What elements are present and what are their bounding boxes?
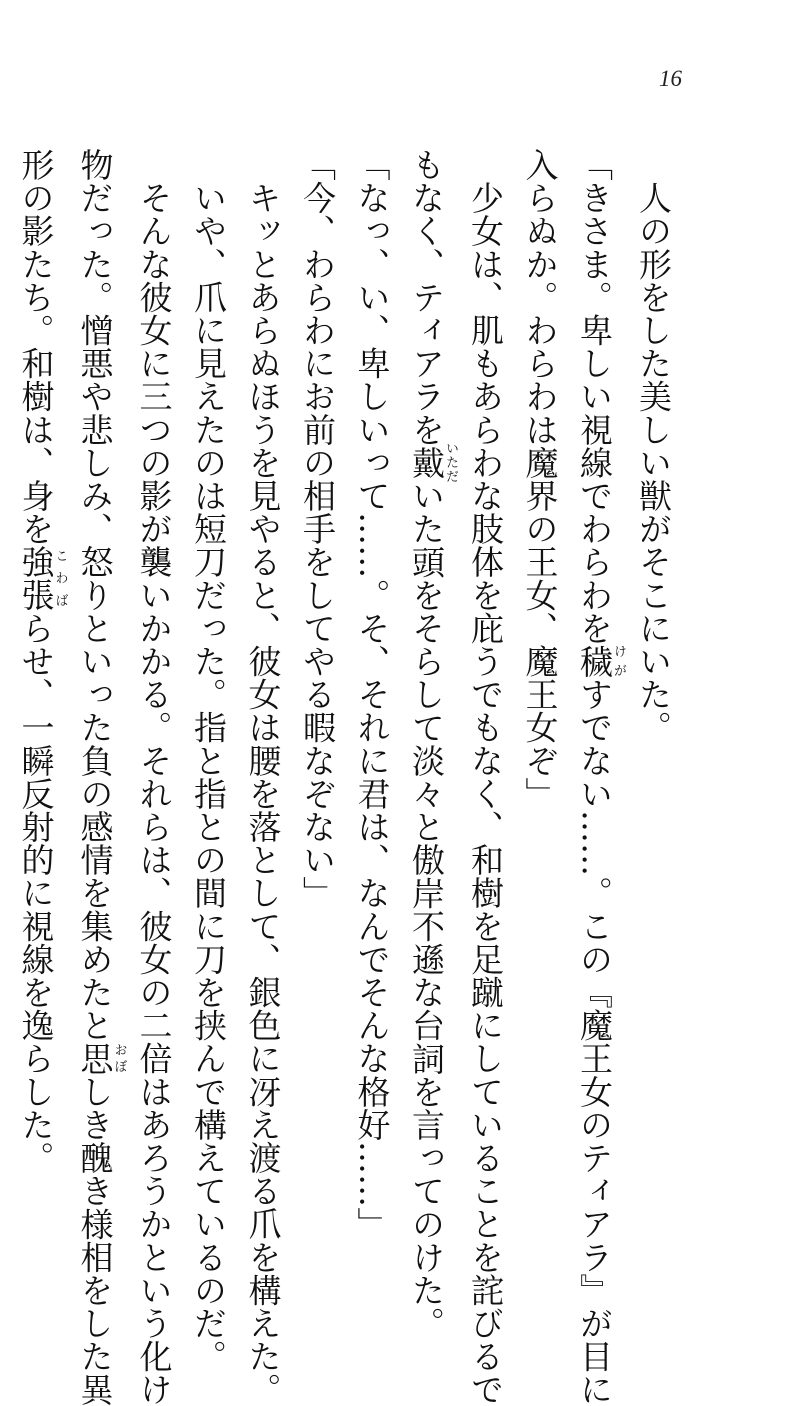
ruby-annotation: 戴いただ <box>407 441 458 484</box>
text-line: もなく、ティアラを戴いただいた頭をそらして淡々と傲岸不遜な台詞を言ってのけた。 <box>407 148 458 1340</box>
ruby-annotation: 強張こわば <box>16 545 68 612</box>
page-number: 16 <box>659 66 682 91</box>
text-line: 「なっ、い、卑しいって……。そ、それに君は、なんでそんな格好……」 <box>352 148 392 1241</box>
ruby-annotation: 穢け が <box>575 644 626 678</box>
text-line: キッとあらぬほうを見やると、彼女は腰を落として、銀色に冴え渡る爪を構えた。 <box>243 148 283 1406</box>
text-line: 少女は、肌もあらわな肢体を庇うでもなく、和樹を足蹴にしていることを詫びるで <box>466 148 505 1406</box>
text-line: 人の形をした美しい獣がそこにいた。 <box>634 148 673 744</box>
text-line: いや、爪に見えたのは短刀だった。指と指との間に刀を挟んで構えているのだ。 <box>189 148 228 1373</box>
text-line <box>0 148 8 1190</box>
text-line: 形の影たち。和樹は、身を強張こわばらせ、一瞬反射的に視線を逸らした。 <box>16 148 68 1175</box>
vertical-body-text <box>16 148 680 1406</box>
ruby-annotation: 思おぼ <box>75 1041 127 1075</box>
text-line: そんな彼女に三つの影が襲いかかる。それらは、彼女の二倍はあろうかという化け <box>134 148 174 1406</box>
text-line: 入らぬか。わらわは魔界の王女、魔王女ぞ」 <box>520 148 560 810</box>
text-line: 「きさま。卑しい視線でわらわを穢け がすでない……。この『魔王女のティアラ』が目に <box>575 148 626 1406</box>
text-line: 「今、わらわにお前の相手をしてやる暇なぞない」 <box>298 148 337 910</box>
text-line: 物だった。憎悪や悲しみ、怒りといった負の感情を集めたと思おぼしき醜き様相をした異 <box>75 148 127 1406</box>
